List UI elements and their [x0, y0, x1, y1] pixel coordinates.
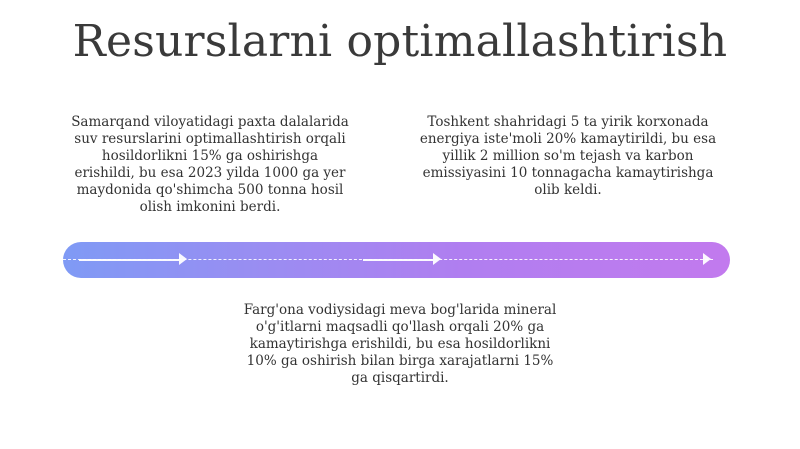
timeline-segment [79, 259, 179, 261]
timeline-arrow-icon [703, 253, 711, 265]
text-block-samarqand: Samarqand viloyatidagi paxta dalalarida suv resurslarini optimallashtirish orqali hosildorlikni 15% ga oshirishga erishildi, bu esa 2023 yilda 1000 ga yer maydonida qo'shimcha 500 tonna hosil olish imkonini berdi. [71, 114, 349, 215]
timeline-arrow-icon [433, 253, 441, 265]
text-block-fargona: Farg'ona vodiysidagi meva bog'larida mineral o'g'itlarni maqsadli qo'llash orqali 20% ga kamaytirishga erishildi, bu esa hosildorlikni 10% ga oshirish bilan birga xarajatlarni 15% ga qisqartirdi. [243, 302, 557, 386]
slide-title: Resurslarni optimallashtirish [72, 16, 728, 67]
text-block-toshkent: Toshkent shahridagi 5 ta yirik korxonada energiya iste'moli 20% kamaytirildi, bu esa yillik 2 million so'm tejash va karbon emissiyasini 10 tonnagacha kamaytirishga olib keldi. [419, 114, 717, 198]
timeline-bar [63, 242, 730, 278]
timeline-segment [363, 259, 433, 261]
timeline-arrow-icon [179, 253, 187, 265]
